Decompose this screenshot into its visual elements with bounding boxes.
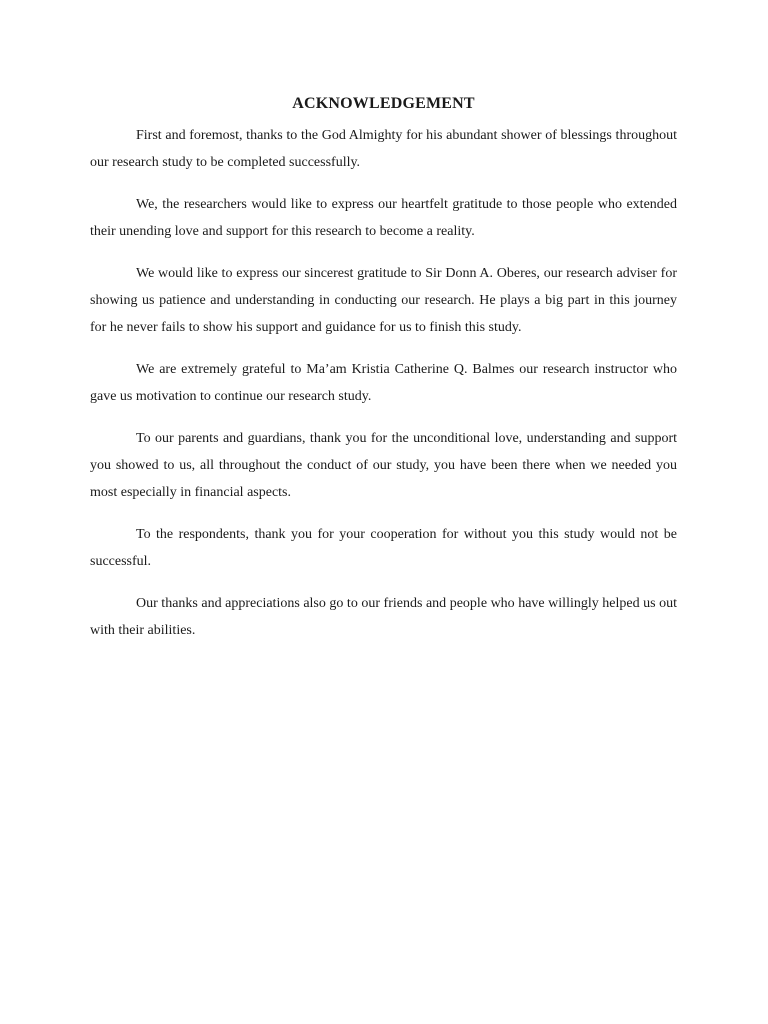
paragraph-adviser: We would like to express our sincerest gratitude to Sir Donn A. Oberes, our research adviser for showing us patience and understanding in conducting our research. He plays a big part in this journey for he never fails to show his support and guidance for us to finish this study. [90, 266, 677, 335]
paragraph-parents: To our parents and guardians, thank you for the unconditional love, understanding and support you showed to us, all throughout the conduct of our study, you have been there when we needed you most especially in financial aspects. [90, 431, 677, 500]
paragraph-gratitude: We, the researchers would like to express our heartfelt gratitude to those people who extended their unending love and support for this research to become a reality. [90, 197, 677, 239]
document-page [90, 92, 677, 659]
page-title: ACKNOWLEDGEMENT [292, 95, 475, 112]
paragraph-blessings: First and foremost, thanks to the God Almighty for his abundant shower of blessings throughout our research study to be completed successfully. [90, 128, 677, 170]
paragraph-friends: Our thanks and appreciations also go to our friends and people who have willingly helped us out with their abilities. [90, 596, 677, 638]
paragraph-respondents: To the respondents, thank you for your cooperation for without you this study would not be successful. [90, 527, 677, 569]
paragraph-instructor: We are extremely grateful to Ma’am Kristia Catherine Q. Balmes our research instructor who gave us motivation to continue our research study. [90, 362, 677, 404]
